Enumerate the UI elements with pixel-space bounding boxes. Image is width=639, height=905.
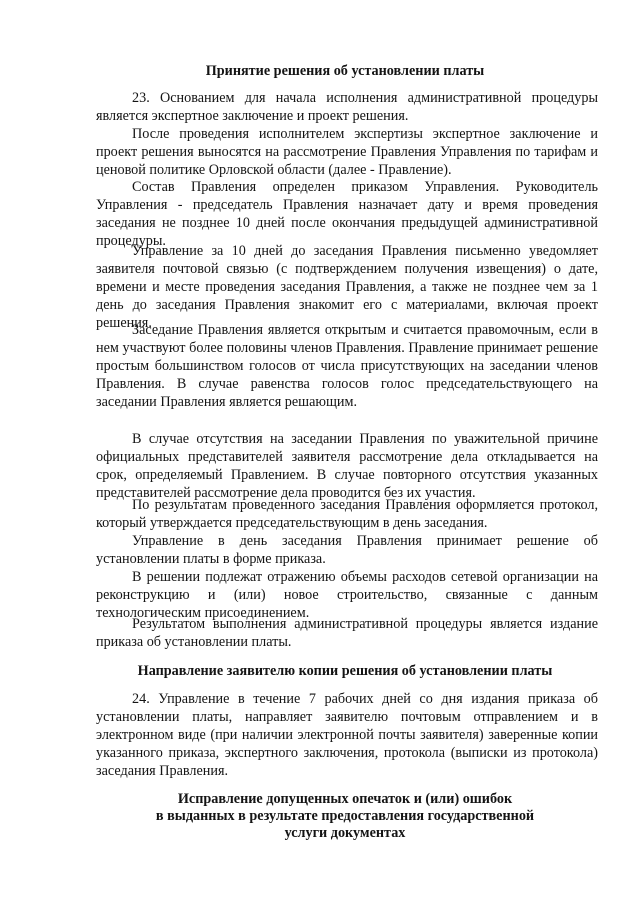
paragraph-notification: Управление за 10 дней до заседания Правления письменно уведомляет заявителя почтовой связью (с подтверждением получения извещения) о дате, времени и месте проведения заседания Правления, а также не позднее чем за 1 день до заседания Правления знакомит его с материалами, включая проект решения. [96,243,598,331]
paragraph-board-composition: Состав Правления определен приказом Управления. Руководитель Управления - председатель Правления назначает дату и время проведения заседания не позднее 10 дней после окончания предыдущей административной процедуры. [96,179,598,249]
paragraph-decision-content: В решении подлежат отражению объемы расходов сетевой организации на реконструкцию и (или) новое строительство, связанные с данным технологическим присоединением. [96,569,598,621]
section-heading-fee-decision: Принятие решения об установлении платы [205,63,485,79]
paragraph-meeting-quorum: Заседание Правления является открытым и считается правомочным, если в нем участвуют более половины членов Правления. Правление принимает решение простым большинством голосов от числа присутствующих на заседании членов Правления. В случае равенства голосов голос председательствующего на заседании Правления является решающим. [96,322,598,410]
heading-line: Исправление допущенных опечаток и (или) ошибок [177,791,513,807]
paragraph-order: Управление в день заседания Правления принимает решение об установлении платы в форме приказа. [96,533,598,567]
paragraph-protocol: По результатам проведенного заседания Правления оформляется протокол, который утверждается председательствующим в день заседания. [96,497,598,531]
section-heading-copy-delivery: Направление заявителю копии решения об установлении платы [137,663,553,679]
heading-line: услуги документах [284,825,406,841]
paragraph-result: Результатом выполнения административной процедуры является издание приказа об установлении платы. [96,616,598,650]
paragraph-expert-review: После проведения исполнителем экспертизы экспертное заключение и проект решения выносятся на рассмотрение Правления Управления по тарифам и ценовой политике Орловской области (далее - Правление). [96,126,598,178]
paragraph-absence: В случае отсутствия на заседании Правления по уважительной причине официальных представителей заявителя рассмотрение дела откладывается на срок, определяемый Правлением. В случае повторного отсутствия указанных представителей рассмотрение дела проводится без их участия. [96,431,598,501]
heading-line: в выданных в результате предоставления государственной [155,808,535,824]
paragraph-23: 23. Основанием для начала исполнения административной процедуры является экспертное заключение и проект решения. [96,90,598,124]
paragraph-24: 24. Управление в течение 7 рабочих дней со дня издания приказа об установлении платы, направляет заявителю почтовым отправлением и в электронном виде (при наличии электронной почты заявителя) заверенные копии указанного приказа, экспертного заключения, протокола (выписки из протокола) заседания Правления. [96,691,598,779]
